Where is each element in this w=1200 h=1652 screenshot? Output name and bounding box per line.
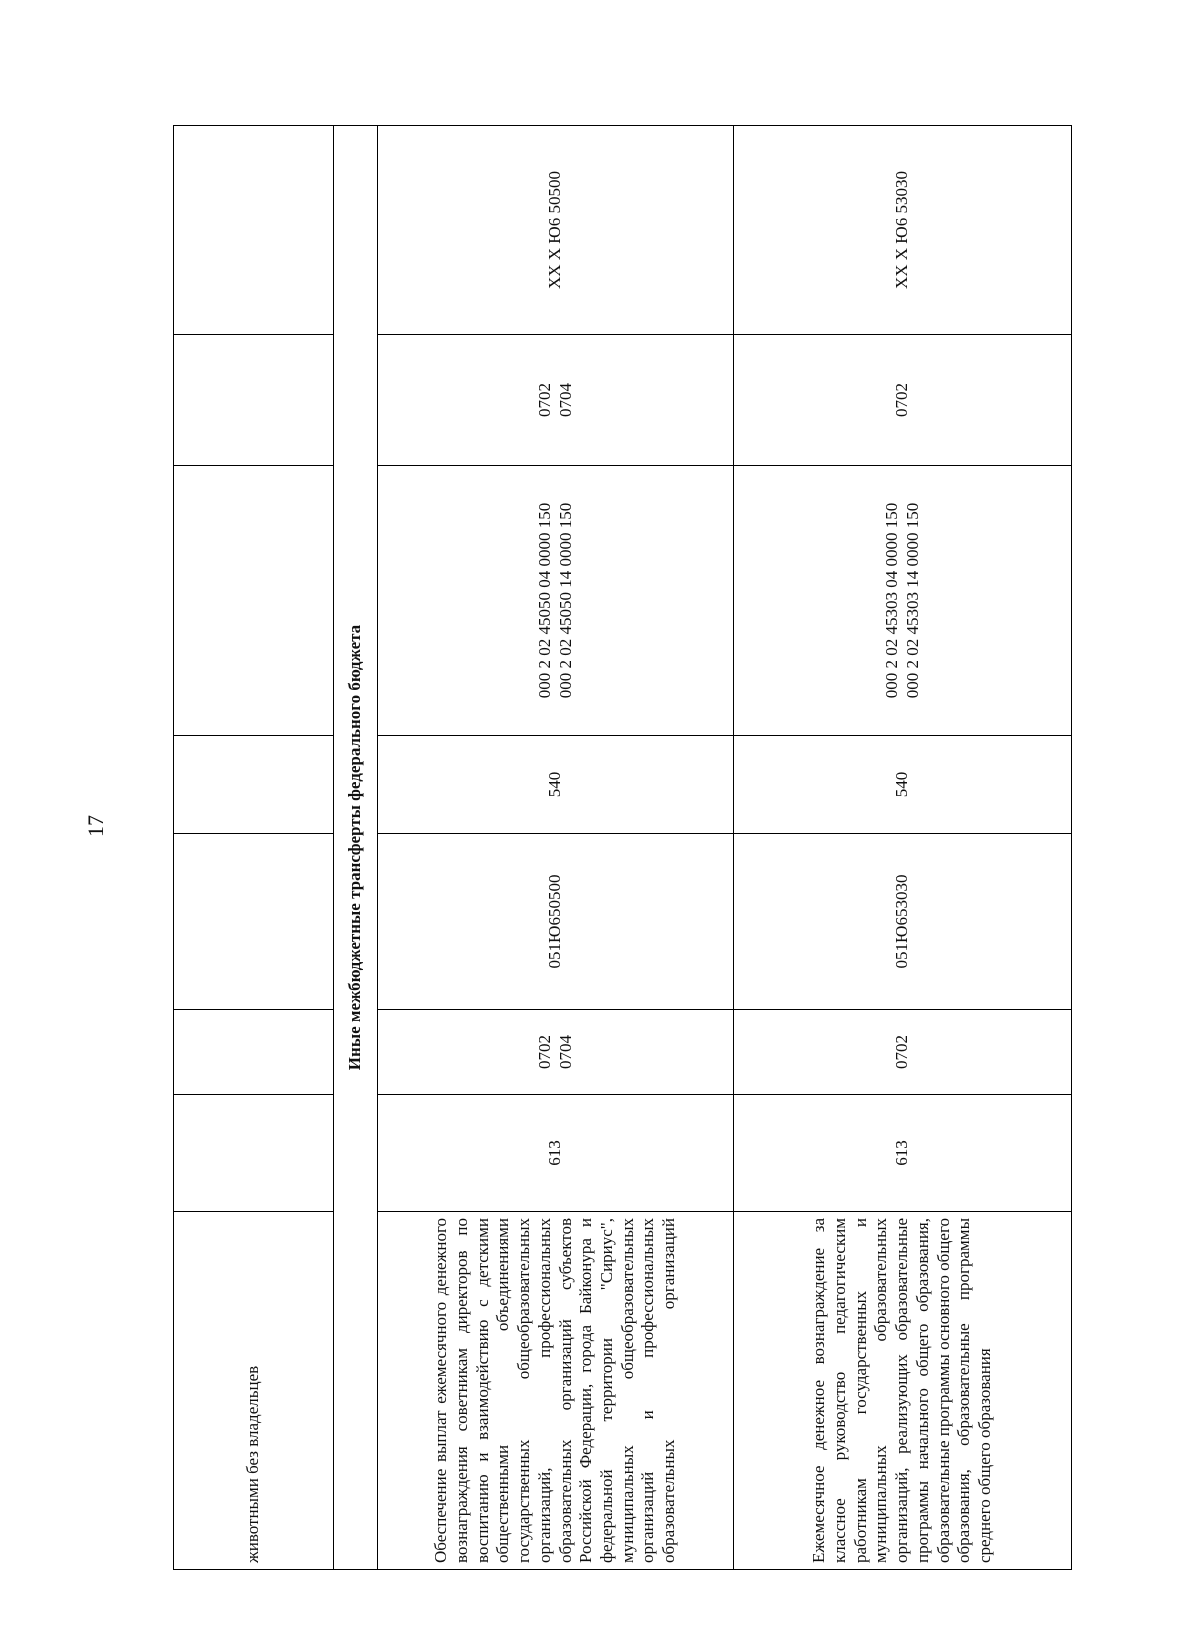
- row-rz2: 0702 0704: [378, 335, 734, 466]
- row-vr2: 540: [734, 736, 1072, 834]
- row-income: 000 2 02 45303 04 0000 150 000 2 02 45303 14 0000 150: [734, 466, 1072, 736]
- empty-cell: [174, 1095, 334, 1212]
- row-rz2: 0702: [734, 335, 1072, 466]
- prev-row-name: животными без владельцев: [174, 1212, 334, 1570]
- empty-cell: [174, 1010, 334, 1095]
- row-income: 000 2 02 45050 04 0000 150 000 2 02 45050 14 0000 150: [378, 466, 734, 736]
- row-rz: 0702: [734, 1010, 1072, 1095]
- table-row: [378, 126, 734, 1570]
- row-vr: 613: [734, 1095, 1072, 1212]
- row-code: XX X Ю6 53030: [734, 126, 1072, 335]
- rotated-table-frame: [173, 126, 1071, 1570]
- empty-cell: [174, 736, 334, 834]
- empty-cell: [174, 335, 334, 466]
- row-name: Ежемесячное денежное вознаграждение за классное руководство педагогическим работникам государственных и муниципальных образовательных организаций, реализующих образовательные программы начального общего образования, образовательные программы основного общего образования, образовательные программы среднего общего образования: [734, 1212, 1072, 1570]
- row-code: XX X Ю6 50500: [378, 126, 734, 335]
- section-header-row: [334, 126, 378, 1570]
- transfers-table: [173, 125, 1072, 1570]
- row-csr: 051Ю650500: [378, 834, 734, 1010]
- page-number: 17: [83, 815, 108, 837]
- row-vr: 613: [378, 1095, 734, 1212]
- table-row-previous: [174, 126, 334, 1570]
- empty-cell: [174, 466, 334, 736]
- row-vr2: 540: [378, 736, 734, 834]
- section-title: Иные межбюджетные трансферты федерального бюджета: [334, 126, 378, 1570]
- row-rz: 0702 0704: [378, 1010, 734, 1095]
- empty-cell: [174, 834, 334, 1010]
- table-row: [734, 126, 1072, 1570]
- row-name: Обеспечение выплат ежемесячного денежного вознаграждения советникам директоров по воспитанию и взаимодействию с детскими общественными объединениями государственных общеобразовательных организаций, профессиональных образовательных организаций субъектов Российской Федерации, города Байконура и федеральной территории "Сириус", муниципальных общеобразовательных организаций и профессиональных образовательных организаций: [378, 1212, 734, 1570]
- empty-cell: [174, 126, 334, 335]
- row-csr: 051Ю653030: [734, 834, 1072, 1010]
